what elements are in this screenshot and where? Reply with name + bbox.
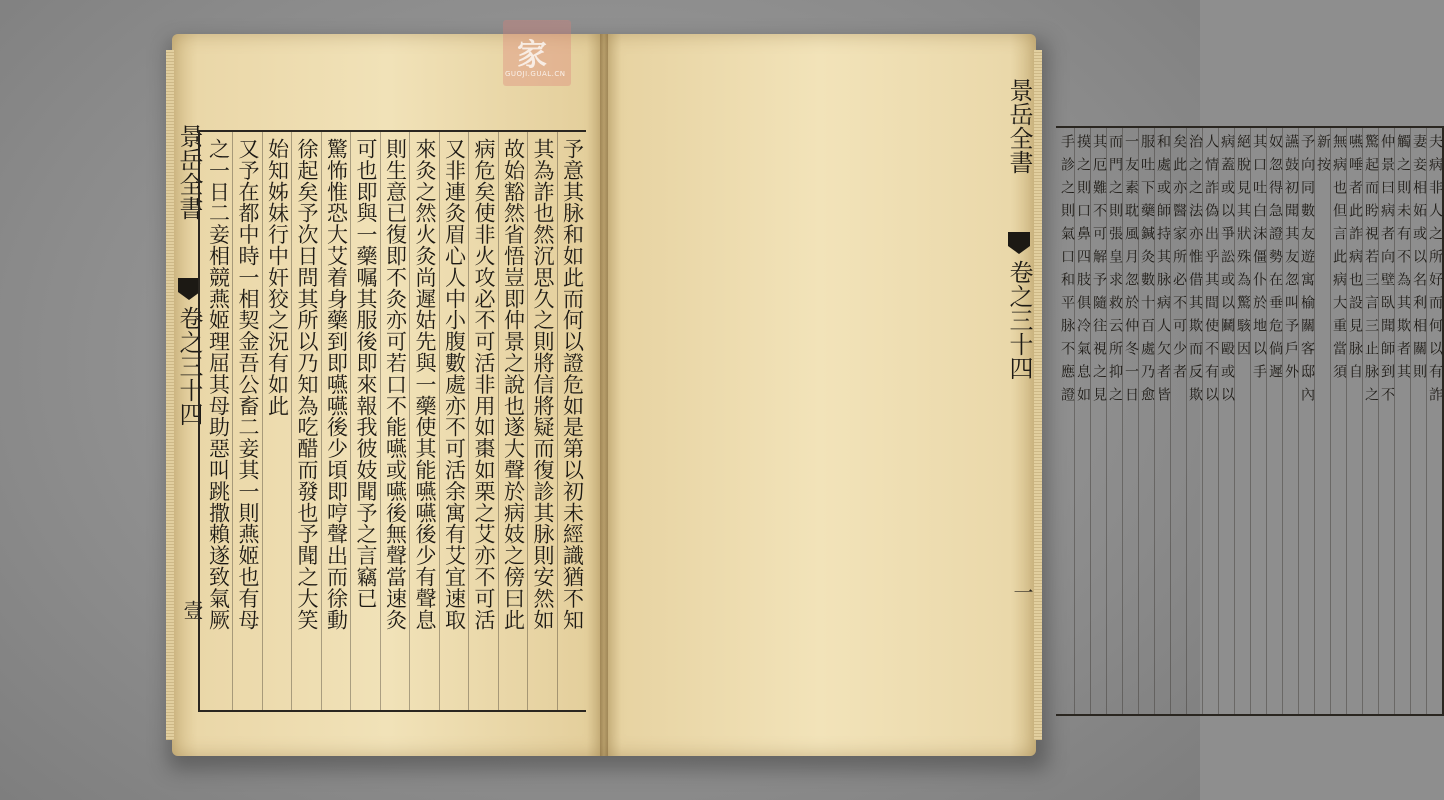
left-text-column: 予意其脉和如此而何以證危如是第以初未經識猶不知 [560, 138, 585, 631]
right-text-column: 讌鼓初聞其友忽叫予戶外 [1283, 134, 1299, 387]
right-column-rule [1138, 128, 1139, 714]
left-page-edge [166, 50, 174, 740]
right-column-rule [1218, 128, 1219, 714]
left-column-rule [409, 132, 410, 710]
right-page-edge [1034, 50, 1042, 740]
left-column-rule [468, 132, 469, 710]
left-page-number: 壹 [180, 600, 204, 620]
right-running-head: 景岳全書 [1005, 78, 1033, 174]
right-column-rule [1346, 128, 1347, 714]
right-column-rule [1266, 128, 1267, 714]
right-column-rule [1282, 128, 1283, 714]
left-column-rule [262, 132, 263, 710]
right-column-rule [1170, 128, 1171, 714]
right-column-rule [1106, 128, 1107, 714]
right-column-rule [1074, 128, 1075, 714]
left-column-rule [350, 132, 351, 710]
left-text-column: 又非連灸眉心人中小腹數處亦不可活余寓有艾宜速取 [442, 138, 467, 631]
right-column-rule [1330, 128, 1331, 714]
left-column-rule [527, 132, 528, 710]
left-column-rule [439, 132, 440, 710]
right-text-frame [1056, 126, 1444, 716]
book-gutter [600, 34, 608, 756]
left-page [172, 34, 604, 756]
right-text-column: 絕脫見其狀殊為驚駭因 [1235, 134, 1251, 364]
right-column-rule [1298, 128, 1299, 714]
right-text-column: 而門之則張皇求救云所抑之 [1107, 134, 1123, 410]
right-text-column: 服吐下藥鍼灸數十百處乃愈 [1139, 134, 1155, 410]
right-text-column: 病蓋或以爭訟或以鬭毆或以 [1219, 134, 1235, 410]
left-text-column: 其為詐也然沉思久之則將信將疑而復診其脉則安然如 [531, 138, 555, 631]
left-text-column: 可也即與一藥嘱其服後即來報我彼妓聞予之言竊已 [354, 138, 378, 609]
left-column-rule [291, 132, 292, 710]
left-text-column: 病危矣使非火攻必不可活非用如棗如栗之艾亦不可活 [472, 138, 496, 631]
left-text-column: 故始豁然省悟豈即仲景之說也遂大聲於病妓之傍曰此 [501, 138, 526, 631]
right-text-column: 人情詐偽出乎其間使不有以 [1203, 134, 1219, 410]
right-column-rule [1122, 128, 1123, 714]
right-column-rule [1154, 128, 1155, 714]
right-text-column: 無病也但言此病大重當須 [1331, 134, 1347, 387]
left-text-column: 始知姊妹行中奸狡之況有如此 [265, 138, 290, 417]
left-column-rule [557, 132, 558, 710]
left-text-column: 之一日二妾相競燕姬理屈其母助惡叫跳撒賴遂致氣厥 [206, 138, 231, 631]
right-text-column: 其厄難不可解予隨往視之見 [1091, 134, 1107, 410]
watermark-url: GUOJI.GUAL.CN [505, 70, 566, 78]
right-text-column: 夫病非人之所好而何以有詐 [1427, 134, 1443, 410]
right-text-column: 觸之則未有不為其欺者其 [1395, 134, 1411, 387]
right-text-column: 其口吐白沫僵仆於地以手 [1251, 134, 1267, 387]
right-text-column: 嚥唾者此詐病也設見脉自 [1347, 134, 1363, 387]
left-text-column: 來灸之然火灸尚遲姑先與一藥使其能嚥嚥後少有聲息 [413, 138, 437, 631]
right-column-rule [1202, 128, 1203, 714]
right-text-column: 妻妾相妬或以名利相關則 [1411, 134, 1427, 387]
left-text-column: 驚怖惟恐大艾着身藥到即嚥嚥後少頃即哼聲出而徐動 [324, 138, 349, 631]
right-text-column: 和處或師持其脉病人欠者皆 [1155, 134, 1171, 410]
left-text-frame [198, 130, 586, 712]
right-column-rule [1410, 128, 1411, 714]
right-text-column: 手診之則氣口和平脉不應證 [1059, 134, 1075, 410]
right-column-rule [1394, 128, 1395, 714]
right-column-rule [1314, 128, 1315, 714]
right-text-column: 治之之法亦惟借其欺而反欺 [1187, 134, 1203, 410]
left-column-rule [498, 132, 499, 710]
right-chapter-label: 卷之三十四 [1005, 260, 1033, 380]
left-running-head: 景岳全書 [175, 124, 203, 220]
left-column-rule [232, 132, 233, 710]
left-text-column: 徐起矣予次日問其所以乃知為吃醋而發也予聞之大笑 [295, 138, 319, 631]
watermark-mark: 家 [517, 38, 547, 73]
right-text-column: 一友素耽風月忽於仲冬一日 [1123, 134, 1139, 410]
left-column-rule [321, 132, 322, 710]
right-column-rule [1234, 128, 1235, 714]
right-column-rule [1090, 128, 1091, 714]
watermark-stamp [503, 20, 571, 86]
right-text-column: 摸之則口鼻四肢俱冷氣息如 [1075, 134, 1091, 410]
right-column-rule [1362, 128, 1363, 714]
right-text-column: 新按 [1315, 134, 1331, 180]
right-text-column: 予向同數友遊寓榆關客邸內 [1299, 134, 1315, 410]
right-column-rule [1378, 128, 1379, 714]
right-text-column: 驚起而盻視若三言三止脉之 [1363, 134, 1379, 410]
right-column-rule [1186, 128, 1187, 714]
left-chapter-label: 卷之三十四 [175, 306, 203, 426]
right-text-column: 仲景曰病者向壁臥聞師到不 [1379, 134, 1395, 410]
right-text-column: 奴忽得急證勢在垂危倘遲 [1267, 134, 1283, 387]
open-book [172, 34, 1443, 756]
right-fish-tail-mark [1008, 232, 1030, 246]
left-text-column: 則生意已復即不灸亦可若口不能嚥或嚥後無聲當速灸 [383, 138, 408, 631]
left-text-column: 又予在都中時一相契金吾公畜二妾其一則燕姬也有母 [236, 138, 260, 631]
right-page [604, 34, 1443, 756]
left-fish-tail-mark [178, 278, 200, 292]
right-column-rule [1250, 128, 1251, 714]
right-text-column: 矣此亦醫家所必不可少者 [1171, 134, 1187, 387]
right-page-number: 一 [1010, 582, 1034, 602]
left-column-rule [380, 132, 381, 710]
right-column-rule [1426, 128, 1427, 714]
